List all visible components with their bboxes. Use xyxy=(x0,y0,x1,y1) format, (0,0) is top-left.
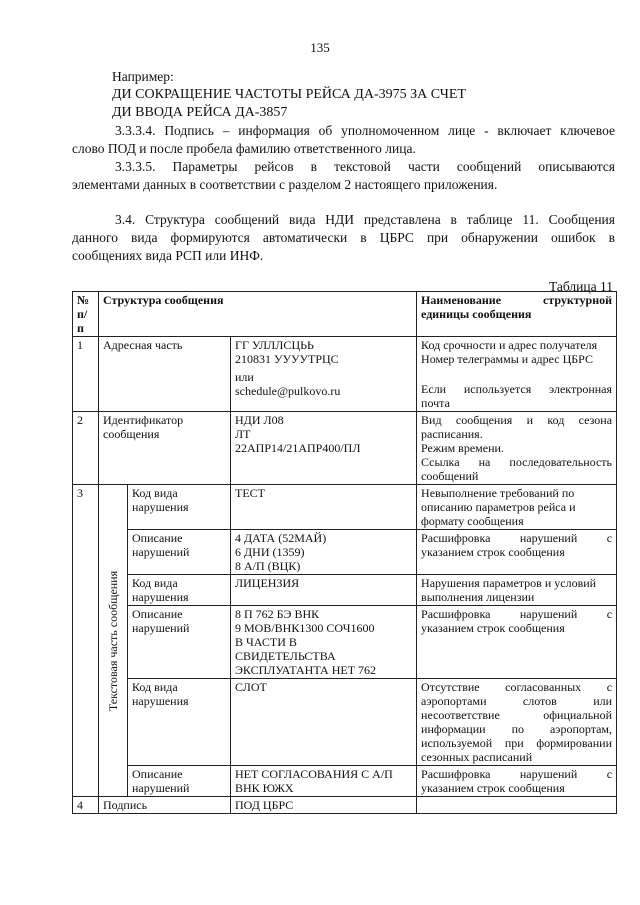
para-3334-line-1: 3.3.3.4. Подпись – информация об уполномоченном лице - включает ключевое xyxy=(115,123,615,138)
name-line: Номер телеграммы и адрес ЦБРС xyxy=(421,352,593,366)
header-name: Наименование структурной единицы сообщения xyxy=(417,292,617,337)
name-line: Режим времени. xyxy=(421,441,504,455)
sub-value xyxy=(231,766,417,797)
table-row xyxy=(73,485,617,530)
page-number: 135 xyxy=(310,40,330,55)
row-part: Адресная часть xyxy=(99,337,231,412)
row-part: Идентификатор сообщения xyxy=(99,412,231,485)
para-34-line-1: 3.4. Структура сообщений вида НДИ представлена в таблице 11. Сообщения xyxy=(115,212,615,227)
row-values xyxy=(231,337,417,412)
vertical-label-cell xyxy=(99,485,128,797)
value-line: или xyxy=(235,370,254,384)
row-names xyxy=(417,412,617,485)
example-line-2: ДИ ВВОДА РЕЙСА ДА-3857 xyxy=(112,105,288,120)
value-line: schedule@pulkovo.ru xyxy=(235,384,341,398)
sub-name: Расшифровка нарушений с указанием строк сообщения xyxy=(417,606,617,679)
value-line: ЛТ xyxy=(235,427,251,441)
sub-label: Код вида нарушения xyxy=(128,485,231,530)
value-line: В ЧАСТИ В xyxy=(235,635,297,649)
table-caption: Таблица 11 xyxy=(549,279,613,294)
row-part: Подпись xyxy=(99,797,231,814)
value-line: 210831 УУУУТРЦС xyxy=(235,352,339,366)
header-num: № п/п xyxy=(73,292,99,337)
sub-value: СЛОТ xyxy=(231,679,417,766)
sub-value: ТЕСТ xyxy=(231,485,417,530)
row-num: 2 xyxy=(73,412,99,485)
value-line: ЭКСПЛУАТАНТА НЕТ 762 xyxy=(235,663,377,677)
value-line: НДИ Л08 xyxy=(235,413,284,427)
value-line: 22АПР14/21АПР400/ПЛ xyxy=(235,441,361,455)
sub-name: Нарушения параметров и условий выполнения лицензии xyxy=(417,575,617,606)
table-header-row xyxy=(73,292,617,337)
example-line-1: ДИ СОКРАЩЕНИЕ ЧАСТОТЫ РЕЙСА ДА-3975 ЗА СЧЕТ xyxy=(112,87,466,102)
row-values xyxy=(231,412,417,485)
sub-label: Описание нарушений xyxy=(128,530,231,575)
value-line: ВНК ЮЖХ xyxy=(235,781,294,795)
table-row xyxy=(73,575,617,606)
sub-name: Отсутствие согласованных с аэропортами слотов или несоответствие официальной информации по аэропортам, используемой при формировании сезонных расписаний xyxy=(417,679,617,766)
sub-label: Код вида нарушения xyxy=(128,575,231,606)
sub-value xyxy=(231,606,417,679)
para-34-line-3: сообщениях вида РСП или ИНФ. xyxy=(72,248,264,263)
sub-value xyxy=(231,530,417,575)
sub-name: Расшифровка нарушений с указанием строк сообщения xyxy=(417,530,617,575)
row-value: ПОД ЦБРС xyxy=(231,797,417,814)
sub-name: Невыполнение требований по описанию параметров рейса и формату сообщения xyxy=(417,485,617,530)
table-row xyxy=(73,412,617,485)
row-num: 1 xyxy=(73,337,99,412)
para-3335-line-1: 3.3.3.5. Параметры рейсов в текстовой части сообщений описываются xyxy=(115,159,615,174)
para-34-line-2: данного вида формируются автоматически в ЦБРС при обнаружении ошибок в xyxy=(72,230,615,245)
row-num: 3 xyxy=(73,485,99,797)
para-3334-line-2: слово ПОД и после пробела фамилию ответственного лица. xyxy=(72,141,416,156)
value-line: 6 ДНИ (1359) xyxy=(235,545,305,559)
value-line: 8 П 762 БЭ ВНК xyxy=(235,607,320,621)
sub-label: Описание нарушений xyxy=(128,606,231,679)
table-row xyxy=(73,766,617,797)
table-row xyxy=(73,606,617,679)
value-line: НЕТ СОГЛАСОВАНИЯ С А/П xyxy=(235,767,393,781)
sub-label: Описание нарушений xyxy=(128,766,231,797)
header-structure: Структура сообщения xyxy=(99,292,417,337)
sub-label: Код вида нарушения xyxy=(128,679,231,766)
value-line: СВИДЕТЕЛЬСТВА xyxy=(235,649,336,663)
vertical-label: Текстовая часть сообщения xyxy=(106,570,120,711)
name-line: Ссылка на последовательность сообщений xyxy=(421,455,613,483)
value-line: 8 А/П (ВЦК) xyxy=(235,559,301,573)
name-line: Вид сообщения и код сезона расписания. xyxy=(421,413,613,441)
table-row xyxy=(73,797,617,814)
sub-name: Расшифровка нарушений с указанием строк сообщения xyxy=(417,766,617,797)
example-label: Например: xyxy=(112,69,174,84)
message-structure-table xyxy=(72,291,617,814)
value-line: 4 ДАТА (52МАЙ) xyxy=(235,531,327,545)
value-line: 9 MOB/ВНК1300 СОЧ1600 xyxy=(235,621,375,635)
table-row xyxy=(73,530,617,575)
table-row xyxy=(73,337,617,412)
row-name-empty xyxy=(417,797,617,814)
para-3335-line-2: элементами данных в соответствии с разделом 2 настоящего приложения. xyxy=(72,177,498,192)
table-row xyxy=(73,679,617,766)
sub-value: ЛИЦЕНЗИЯ xyxy=(231,575,417,606)
row-num: 4 xyxy=(73,797,99,814)
name-line: Код срочности и адрес получателя xyxy=(421,338,598,352)
value-line: ГГ УЛЛЛСЦЬЬ xyxy=(235,338,314,352)
name-line: Если используется электронная почта xyxy=(421,382,613,410)
row-names xyxy=(417,337,617,412)
